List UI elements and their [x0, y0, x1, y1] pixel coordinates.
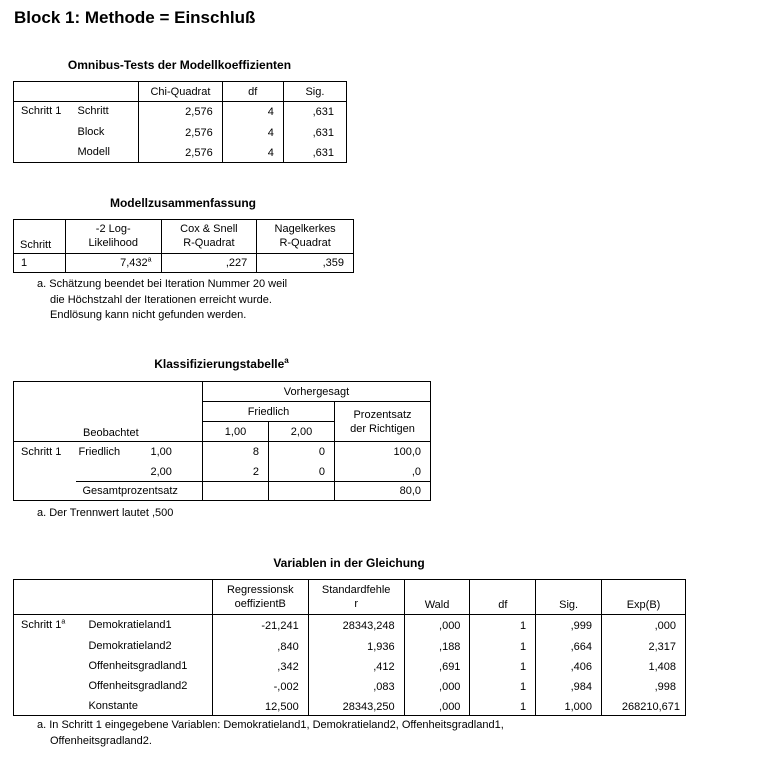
cell-wald: ,000 [404, 696, 470, 716]
page-heading: Block 1: Methode = Einschluß [14, 8, 256, 27]
cell-se: ,083 [308, 676, 404, 696]
cell-exp: ,000 [602, 615, 686, 636]
classification-observed-header: Beobachtet [14, 382, 203, 442]
table-row [14, 462, 431, 482]
variables-corner [14, 580, 213, 615]
classification-col2-header: 2,00 [269, 422, 335, 442]
header-line: Prozentsatz [353, 408, 412, 421]
variables-header-df: df [470, 580, 536, 615]
cell-df: 1 [470, 696, 536, 716]
variables-header-wald: Wald [404, 580, 470, 615]
cell-sig: ,631 [283, 102, 346, 123]
footnote-mark: a [61, 618, 66, 626]
row-label: Schritt [77, 105, 109, 117]
var-name: Offenheitsgradland1 [88, 659, 188, 672]
cell-se: ,412 [308, 656, 404, 676]
summary-table [13, 219, 354, 273]
cell-se: 1,936 [308, 636, 404, 656]
cell-b: -21,241 [212, 615, 308, 636]
classification-var: Friedlich [76, 442, 141, 462]
cell-se: 28343,250 [308, 696, 404, 716]
cell-df: 4 [222, 102, 283, 123]
header-line: Nagelkerkes [274, 223, 336, 235]
cell-df: 1 [470, 676, 536, 696]
cell-chi: 2,576 [139, 102, 222, 123]
table-row [14, 656, 686, 676]
classification-friedlich-header: Friedlich [203, 402, 335, 422]
cell-sig: ,999 [536, 615, 602, 636]
table-row [14, 615, 686, 636]
table-row [14, 442, 431, 462]
cell-se: 28343,248 [308, 615, 404, 636]
cell-wald: ,691 [404, 656, 470, 676]
omnibus-title: Omnibus-Tests der Modellkoeffizienten [67, 58, 292, 72]
cell-wald: ,188 [404, 636, 470, 656]
footnote-mark: a [147, 256, 152, 264]
classification-total-label: Gesamtprozentsatz [76, 482, 203, 501]
table-row [14, 676, 686, 696]
cell-df: 1 [470, 615, 536, 636]
variables-header-se [308, 580, 404, 615]
cell-b: ,840 [212, 636, 308, 656]
cell-sig: 1,000 [536, 696, 602, 716]
summary-header-loglik [65, 220, 161, 254]
classification-total-pct: 80,0 [335, 482, 431, 501]
variables-step-text: Schritt 1 [21, 619, 62, 631]
omnibus-step: Schritt 1 [14, 102, 75, 163]
summary-step: 1 [14, 254, 66, 273]
cell-sig: ,664 [536, 636, 602, 656]
classification-pct-header [335, 402, 431, 442]
variables-header-sig: Sig. [536, 580, 602, 615]
cell-df: 1 [470, 636, 536, 656]
omnibus-header-chi: Chi-Quadrat [139, 82, 222, 102]
summary-footnote [37, 277, 287, 324]
classification-col1-header: 1,00 [203, 422, 269, 442]
cell-cox: ,227 [161, 254, 257, 273]
footnote-line: Offenheitsgradland2. [50, 734, 152, 747]
cell-df: 1 [470, 656, 536, 676]
summary-title: Modellzusammenfassung [109, 196, 257, 210]
cell-chi: 2,576 [139, 123, 222, 143]
cell-b: -,002 [212, 676, 308, 696]
var-name: Konstante [80, 696, 212, 716]
omnibus-header-sig: Sig. [283, 82, 346, 102]
variables-title: Variablen in der Gleichung [273, 556, 425, 570]
cell-sig: ,984 [536, 676, 602, 696]
footnote-line: die Höchstzahl der Iterationen erreicht wurde. [50, 293, 272, 306]
summary-header-cox [161, 220, 257, 254]
var-name: Offenheitsgradland2 [88, 679, 188, 692]
row-label: 2,00 [141, 462, 203, 482]
cell-pct: 100,0 [335, 442, 431, 462]
header-line: Likelihood [88, 237, 138, 249]
header-line: Cox & Snell [180, 223, 238, 235]
cell-exp: ,998 [602, 676, 686, 696]
cell-wald: ,000 [404, 676, 470, 696]
cell-sig: ,631 [283, 123, 346, 143]
table-row [14, 636, 686, 656]
classification-footnote: a. Der Trennwert lautet ,500 [37, 507, 174, 519]
cell-wald: ,000 [404, 615, 470, 636]
var-name: Demokratieland1 [88, 619, 172, 631]
header-line: Standardfehle [321, 584, 391, 596]
header-line: oeffizientB [234, 598, 286, 610]
row-label: Modell [75, 143, 139, 163]
header-line: der Richtigen [350, 422, 415, 435]
summary-header-nagel [257, 220, 354, 254]
classification-title [13, 357, 430, 371]
row-label: Block [77, 125, 105, 138]
footnote-line: Endlösung kann nicht gefunden werden. [50, 309, 247, 321]
cell-exp: 268210,671 [602, 696, 686, 716]
table-row [14, 696, 686, 716]
cell-chi: 2,576 [139, 143, 222, 163]
classification-table [13, 381, 431, 501]
header-line: Regressionsk [226, 584, 294, 596]
table-row [14, 102, 347, 123]
cell-b: ,342 [212, 656, 308, 676]
header-line: R-Quadrat [183, 237, 235, 249]
cell-exp: 2,317 [602, 636, 686, 656]
variables-header-b [212, 580, 308, 615]
cell-c1: 2 [203, 462, 269, 482]
cell-nagel: ,359 [257, 254, 354, 273]
cell-c1: 8 [203, 442, 269, 462]
classification-title-text: Klassifizierungstabelle [154, 357, 285, 371]
cell-c2: 0 [269, 462, 335, 482]
classification-predicted-header: Vorhergesagt [203, 382, 431, 402]
cell-exp: 1,408 [602, 656, 686, 676]
variables-header-exp: Exp(B) [602, 580, 686, 615]
omnibus-table [13, 81, 347, 163]
variables-table [13, 579, 686, 716]
omnibus-header-df: df [222, 82, 283, 102]
cell-df: 4 [222, 143, 283, 163]
variables-step [14, 615, 81, 716]
cell-b: 12,500 [212, 696, 308, 716]
cell-c2: 0 [269, 442, 335, 462]
footnote-mark: a [284, 356, 289, 365]
cell-loglik [65, 254, 161, 273]
cell-sig: ,631 [283, 143, 346, 163]
classification-step: Schritt 1 [14, 442, 76, 501]
summary-header-step: Schritt [14, 220, 66, 254]
variables-footnote [37, 718, 504, 749]
row-label: 1,00 [141, 442, 203, 462]
header-line: -2 Log- [95, 223, 131, 235]
header-line: R-Quadrat [279, 237, 331, 249]
omnibus-corner [14, 82, 139, 102]
table-row [14, 254, 354, 273]
header-line: r [354, 598, 358, 610]
loglik-value: 7,432 [120, 257, 148, 269]
footnote-line: a. Schätzung beendet bei Iteration Nummer 20 weil [37, 278, 288, 290]
var-name: Demokratieland2 [88, 639, 172, 652]
cell-df: 4 [222, 123, 283, 143]
table-row [14, 482, 431, 501]
cell-pct: ,0 [335, 462, 431, 482]
footnote-line: a. In Schritt 1 eingegebene Variablen: Demokratieland1, Demokratieland2, Offenheitsgradland1, [37, 719, 504, 731]
cell-sig: ,406 [536, 656, 602, 676]
